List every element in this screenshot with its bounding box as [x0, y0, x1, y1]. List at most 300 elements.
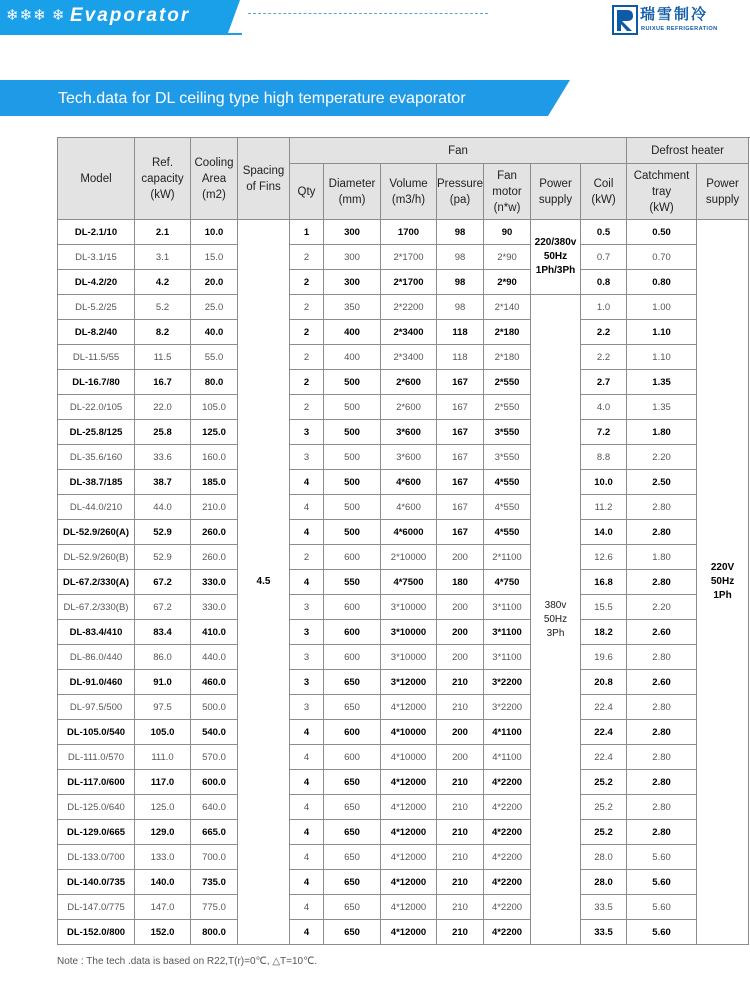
cell-area: 665.0: [191, 820, 238, 845]
cell-tray: 5.60: [627, 870, 697, 895]
cell-diameter: 550: [324, 570, 381, 595]
table-row: [58, 470, 749, 495]
cell-capacity: 129.0: [135, 820, 191, 845]
cell-tray: 2.80: [627, 645, 697, 670]
cell-diameter: 650: [324, 770, 381, 795]
cell-model: DL-125.0/640: [58, 795, 135, 820]
cell-motor: 2*90: [484, 270, 531, 295]
cell-model: DL-4.2/20: [58, 270, 135, 295]
cell-tray: 2.60: [627, 620, 697, 645]
cell-motor: 3*550: [484, 420, 531, 445]
cell-area: 260.0: [191, 520, 238, 545]
cell-tray: 5.60: [627, 845, 697, 870]
cell-volume: 4*12000: [381, 845, 437, 870]
cell-pressure: 167: [437, 370, 484, 395]
cell-capacity: 133.0: [135, 845, 191, 870]
cell-coil: 2.2: [581, 345, 627, 370]
cell-coil: 20.8: [581, 670, 627, 695]
cell-tray: 5.60: [627, 895, 697, 920]
cell-volume: 4*12000: [381, 770, 437, 795]
cell-diameter: 650: [324, 795, 381, 820]
cell-pressure: 167: [437, 395, 484, 420]
cell-volume: 4*600: [381, 470, 437, 495]
cell-fan-power-group2: 380v 50Hz 3Ph: [531, 295, 581, 945]
cell-capacity: 52.9: [135, 545, 191, 570]
cell-volume: 2*3400: [381, 320, 437, 345]
cell-pressure: 200: [437, 595, 484, 620]
cell-tray: 1.00: [627, 295, 697, 320]
cell-pressure: 98: [437, 295, 484, 320]
cell-model: DL-97.5/500: [58, 695, 135, 720]
cell-diameter: 650: [324, 870, 381, 895]
cell-pressure: 98: [437, 270, 484, 295]
cell-diameter: 600: [324, 595, 381, 620]
table-row: [58, 320, 749, 345]
cell-volume: 4*12000: [381, 920, 437, 945]
cell-pressure: 210: [437, 670, 484, 695]
cell-volume: 3*10000: [381, 620, 437, 645]
cell-pressure: 210: [437, 920, 484, 945]
table-row: [58, 870, 749, 895]
cell-motor: 4*1100: [484, 745, 531, 770]
table-row: [58, 295, 749, 320]
cell-diameter: 400: [324, 320, 381, 345]
header-fin-spacing: Spacing of Fins: [238, 138, 290, 220]
cell-coil: 33.5: [581, 920, 627, 945]
cell-qty: 4: [290, 470, 324, 495]
cell-volume: 2*3400: [381, 345, 437, 370]
cell-capacity: 91.0: [135, 670, 191, 695]
cell-pressure: 210: [437, 795, 484, 820]
cell-volume: 4*12000: [381, 795, 437, 820]
cell-volume: 2*1700: [381, 245, 437, 270]
cell-volume: 4*12000: [381, 870, 437, 895]
cell-area: 440.0: [191, 645, 238, 670]
cell-motor: 90: [484, 220, 531, 245]
cell-qty: 2: [290, 320, 324, 345]
cell-model: DL-5.2/25: [58, 295, 135, 320]
cell-coil: 28.0: [581, 845, 627, 870]
cell-model: DL-129.0/665: [58, 820, 135, 845]
cell-model: DL-2.1/10: [58, 220, 135, 245]
cell-qty: 4: [290, 870, 324, 895]
table-row: [58, 695, 749, 720]
cell-volume: 2*2200: [381, 295, 437, 320]
cell-capacity: 3.1: [135, 245, 191, 270]
cell-diameter: 650: [324, 895, 381, 920]
cell-pressure: 118: [437, 345, 484, 370]
header-defrost-group: Defrost heater: [627, 138, 749, 164]
cell-capacity: 5.2: [135, 295, 191, 320]
table-row: [58, 620, 749, 645]
logo-english-text: RUIXUE REFRIGERATION: [641, 26, 718, 32]
cell-tray: 2.80: [627, 570, 697, 595]
cell-tray: 2.80: [627, 820, 697, 845]
cell-coil: 15.5: [581, 595, 627, 620]
cell-model: DL-35.6/160: [58, 445, 135, 470]
cell-volume: 4*7500: [381, 570, 437, 595]
cell-model: DL-22.0/105: [58, 395, 135, 420]
cell-model: DL-11.5/55: [58, 345, 135, 370]
cell-pressure: 210: [437, 870, 484, 895]
cell-capacity: 33.6: [135, 445, 191, 470]
cell-tray: 0.50: [627, 220, 697, 245]
cell-model: DL-52.9/260(A): [58, 520, 135, 545]
cell-model: DL-44.0/210: [58, 495, 135, 520]
cell-model: DL-111.0/570: [58, 745, 135, 770]
cell-volume: 1700: [381, 220, 437, 245]
cell-capacity: 2.1: [135, 220, 191, 245]
cell-coil: 28.0: [581, 870, 627, 895]
cell-volume: 2*1700: [381, 270, 437, 295]
snowflake-icon: ❄❄❄ ❄: [6, 7, 66, 24]
cell-pressure: 210: [437, 895, 484, 920]
cell-qty: 3: [290, 445, 324, 470]
table-row: [58, 820, 749, 845]
cell-area: 775.0: [191, 895, 238, 920]
cell-motor: 4*1100: [484, 720, 531, 745]
cell-motor: 3*550: [484, 445, 531, 470]
cell-tray: 1.35: [627, 370, 697, 395]
cell-volume: 2*600: [381, 370, 437, 395]
cell-qty: 4: [290, 570, 324, 595]
cell-area: 105.0: [191, 395, 238, 420]
cell-tray: 2.80: [627, 795, 697, 820]
table-row: [58, 745, 749, 770]
cell-capacity: 8.2: [135, 320, 191, 345]
cell-coil: 4.0: [581, 395, 627, 420]
cell-diameter: 650: [324, 820, 381, 845]
cell-capacity: 16.7: [135, 370, 191, 395]
cell-diameter: 500: [324, 445, 381, 470]
cell-tray: 1.10: [627, 345, 697, 370]
cell-coil: 0.8: [581, 270, 627, 295]
cell-model: DL-67.2/330(A): [58, 570, 135, 595]
cell-diameter: 650: [324, 920, 381, 945]
cell-qty: 2: [290, 545, 324, 570]
header-fan-group: Fan: [290, 138, 627, 164]
cell-pressure: 210: [437, 695, 484, 720]
cell-area: 55.0: [191, 345, 238, 370]
cell-pressure: 180: [437, 570, 484, 595]
cell-coil: 18.2: [581, 620, 627, 645]
cell-area: 735.0: [191, 870, 238, 895]
cell-diameter: 650: [324, 695, 381, 720]
cell-fan-power-group1: 220/380v 50Hz 1Ph/3Ph: [531, 220, 581, 295]
spec-table: [57, 137, 749, 945]
cell-motor: 4*2200: [484, 895, 531, 920]
cell-volume: 4*12000: [381, 695, 437, 720]
cell-tray: 2.80: [627, 695, 697, 720]
cell-model: DL-86.0/440: [58, 645, 135, 670]
cell-volume: 2*10000: [381, 545, 437, 570]
cell-tray: 2.20: [627, 595, 697, 620]
cell-area: 570.0: [191, 745, 238, 770]
cell-area: 410.0: [191, 620, 238, 645]
header-capacity: Ref. capacity (kW): [135, 138, 191, 220]
cell-pressure: 98: [437, 245, 484, 270]
cell-area: 600.0: [191, 770, 238, 795]
cell-qty: 2: [290, 270, 324, 295]
cell-capacity: 117.0: [135, 770, 191, 795]
cell-diameter: 600: [324, 745, 381, 770]
cell-qty: 3: [290, 645, 324, 670]
cell-volume: 4*6000: [381, 520, 437, 545]
cell-capacity: 125.0: [135, 795, 191, 820]
table-row: [58, 395, 749, 420]
cell-model: DL-3.1/15: [58, 245, 135, 270]
table-row: [58, 670, 749, 695]
cell-capacity: 140.0: [135, 870, 191, 895]
cell-capacity: 83.4: [135, 620, 191, 645]
cell-area: 330.0: [191, 570, 238, 595]
cell-tray: 5.60: [627, 920, 697, 945]
cell-tray: 2.80: [627, 770, 697, 795]
cell-diameter: 500: [324, 370, 381, 395]
cell-motor: 2*140: [484, 295, 531, 320]
cell-qty: 4: [290, 720, 324, 745]
cell-qty: 4: [290, 920, 324, 945]
cell-qty: 2: [290, 245, 324, 270]
footnote: Note : The tech .data is based on R22,T(r)=0℃, △T=10℃.: [57, 956, 318, 967]
cell-diameter: 600: [324, 645, 381, 670]
cell-coil: 22.4: [581, 745, 627, 770]
cell-volume: 4*10000: [381, 720, 437, 745]
table-row: [58, 270, 749, 295]
cell-area: 260.0: [191, 545, 238, 570]
header-coil: Coil (kW): [581, 164, 627, 220]
cell-area: 500.0: [191, 695, 238, 720]
cell-qty: 3: [290, 670, 324, 695]
cell-capacity: 44.0: [135, 495, 191, 520]
table-row: [58, 520, 749, 545]
cell-area: 40.0: [191, 320, 238, 345]
cell-area: 15.0: [191, 245, 238, 270]
cell-qty: 2: [290, 395, 324, 420]
cell-model: DL-52.9/260(B): [58, 545, 135, 570]
table-row: [58, 495, 749, 520]
header-catchment-tray: Catchment tray (kW): [627, 164, 697, 220]
header-dashed-divider: [248, 13, 488, 14]
cell-motor: 2*1100: [484, 545, 531, 570]
table-row: [58, 595, 749, 620]
cell-diameter: 600: [324, 620, 381, 645]
cell-motor: 2*550: [484, 395, 531, 420]
cell-pressure: 210: [437, 820, 484, 845]
cell-qty: 2: [290, 295, 324, 320]
cell-qty: 3: [290, 595, 324, 620]
cell-area: 330.0: [191, 595, 238, 620]
cell-capacity: 4.2: [135, 270, 191, 295]
cell-diameter: 300: [324, 220, 381, 245]
cell-tray: 2.50: [627, 470, 697, 495]
cell-diameter: 500: [324, 420, 381, 445]
cell-motor: 4*2200: [484, 820, 531, 845]
cell-area: 800.0: [191, 920, 238, 945]
logo-chinese-text: 瑞雪制冷: [640, 6, 709, 23]
cell-motor: 2*90: [484, 245, 531, 270]
cell-area: 185.0: [191, 470, 238, 495]
cell-diameter: 650: [324, 670, 381, 695]
table-row: [58, 570, 749, 595]
cell-volume: 4*12000: [381, 820, 437, 845]
cell-qty: 4: [290, 770, 324, 795]
cell-qty: 4: [290, 820, 324, 845]
cell-fin-spacing: 4.5: [238, 220, 290, 945]
cell-motor: 4*550: [484, 470, 531, 495]
cell-diameter: 300: [324, 270, 381, 295]
table-row: [58, 420, 749, 445]
cell-motor: 3*2200: [484, 695, 531, 720]
cell-qty: 4: [290, 845, 324, 870]
cell-volume: 4*600: [381, 495, 437, 520]
cell-diameter: 350: [324, 295, 381, 320]
cell-area: 460.0: [191, 670, 238, 695]
cell-qty: 2: [290, 370, 324, 395]
cell-coil: 2.2: [581, 320, 627, 345]
cell-qty: 4: [290, 520, 324, 545]
cell-volume: 2*600: [381, 395, 437, 420]
header-pressure: Pressure (pa): [437, 164, 484, 220]
cell-qty: 3: [290, 420, 324, 445]
cell-capacity: 11.5: [135, 345, 191, 370]
table-row: [58, 770, 749, 795]
cell-qty: 4: [290, 745, 324, 770]
cell-area: 640.0: [191, 795, 238, 820]
cell-diameter: 300: [324, 245, 381, 270]
cell-tray: 1.80: [627, 545, 697, 570]
cell-pressure: 167: [437, 495, 484, 520]
cell-tray: 0.70: [627, 245, 697, 270]
cell-capacity: 52.9: [135, 520, 191, 545]
cell-defrost-power: 220V 50Hz 1Ph: [697, 220, 749, 945]
cell-coil: 25.2: [581, 770, 627, 795]
cell-pressure: 210: [437, 845, 484, 870]
cell-area: 210.0: [191, 495, 238, 520]
cell-volume: 4*10000: [381, 745, 437, 770]
cell-model: DL-38.7/185: [58, 470, 135, 495]
section-title: Evaporator: [70, 5, 191, 26]
cell-pressure: 200: [437, 745, 484, 770]
cell-capacity: 111.0: [135, 745, 191, 770]
cell-motor: 4*550: [484, 520, 531, 545]
cell-motor: 2*180: [484, 320, 531, 345]
cell-coil: 0.7: [581, 245, 627, 270]
cell-tray: 2.80: [627, 720, 697, 745]
cell-coil: 11.2: [581, 495, 627, 520]
cell-tray: 1.10: [627, 320, 697, 345]
cell-qty: 4: [290, 795, 324, 820]
cell-coil: 22.4: [581, 720, 627, 745]
cell-capacity: 86.0: [135, 645, 191, 670]
cell-pressure: 118: [437, 320, 484, 345]
cell-volume: 3*12000: [381, 670, 437, 695]
cell-capacity: 22.0: [135, 395, 191, 420]
table-row: [58, 220, 749, 245]
cell-motor: 3*2200: [484, 670, 531, 695]
cell-area: 80.0: [191, 370, 238, 395]
cell-capacity: 67.2: [135, 595, 191, 620]
cell-diameter: 500: [324, 470, 381, 495]
cell-qty: 3: [290, 695, 324, 720]
cell-volume: 3*10000: [381, 645, 437, 670]
cell-diameter: 400: [324, 345, 381, 370]
header-fan-power: Power supply: [531, 164, 581, 220]
cell-qty: 2: [290, 345, 324, 370]
table-row: [58, 720, 749, 745]
cell-capacity: 67.2: [135, 570, 191, 595]
header-cooling-area: Cooling Area (m2): [191, 138, 238, 220]
table-row: [58, 370, 749, 395]
cell-area: 25.0: [191, 295, 238, 320]
cell-tray: 0.80: [627, 270, 697, 295]
cell-tray: 2.20: [627, 445, 697, 470]
cell-qty: 4: [290, 495, 324, 520]
cell-coil: 7.2: [581, 420, 627, 445]
table-row: [58, 545, 749, 570]
cell-pressure: 167: [437, 520, 484, 545]
header-qty: Qty: [290, 164, 324, 220]
cell-coil: 1.0: [581, 295, 627, 320]
cell-tray: 2.80: [627, 495, 697, 520]
cell-diameter: 650: [324, 845, 381, 870]
table-title: Tech.data for DL ceiling type high temperature evaporator: [58, 90, 466, 107]
cell-model: DL-133.0/700: [58, 845, 135, 870]
cell-motor: 4*2200: [484, 920, 531, 945]
cell-capacity: 38.7: [135, 470, 191, 495]
cell-coil: 0.5: [581, 220, 627, 245]
cell-coil: 22.4: [581, 695, 627, 720]
cell-diameter: 500: [324, 495, 381, 520]
header-diameter: Diameter (mm): [324, 164, 381, 220]
cell-coil: 25.2: [581, 795, 627, 820]
table-row: [58, 845, 749, 870]
cell-area: 10.0: [191, 220, 238, 245]
table-row: [58, 645, 749, 670]
cell-pressure: 167: [437, 470, 484, 495]
cell-motor: 4*2200: [484, 770, 531, 795]
cell-area: 20.0: [191, 270, 238, 295]
cell-volume: 4*12000: [381, 895, 437, 920]
cell-motor: 3*1100: [484, 645, 531, 670]
table-row: [58, 445, 749, 470]
cell-pressure: 98: [437, 220, 484, 245]
cell-tray: 2.80: [627, 520, 697, 545]
cell-coil: 10.0: [581, 470, 627, 495]
cell-diameter: 600: [324, 545, 381, 570]
cell-area: 540.0: [191, 720, 238, 745]
cell-motor: 2*550: [484, 370, 531, 395]
cell-pressure: 200: [437, 645, 484, 670]
cell-model: DL-105.0/540: [58, 720, 135, 745]
company-logo: [610, 4, 750, 36]
cell-area: 160.0: [191, 445, 238, 470]
cell-diameter: 500: [324, 395, 381, 420]
cell-pressure: 210: [437, 770, 484, 795]
cell-model: DL-67.2/330(B): [58, 595, 135, 620]
cell-tray: 1.80: [627, 420, 697, 445]
cell-motor: 2*180: [484, 345, 531, 370]
cell-coil: 12.6: [581, 545, 627, 570]
header-model: Model: [58, 138, 135, 220]
cell-capacity: 147.0: [135, 895, 191, 920]
cell-model: DL-25.8/125: [58, 420, 135, 445]
cell-capacity: 97.5: [135, 695, 191, 720]
cell-area: 125.0: [191, 420, 238, 445]
table-row: [58, 345, 749, 370]
cell-tray: 1.35: [627, 395, 697, 420]
cell-tray: 2.80: [627, 745, 697, 770]
